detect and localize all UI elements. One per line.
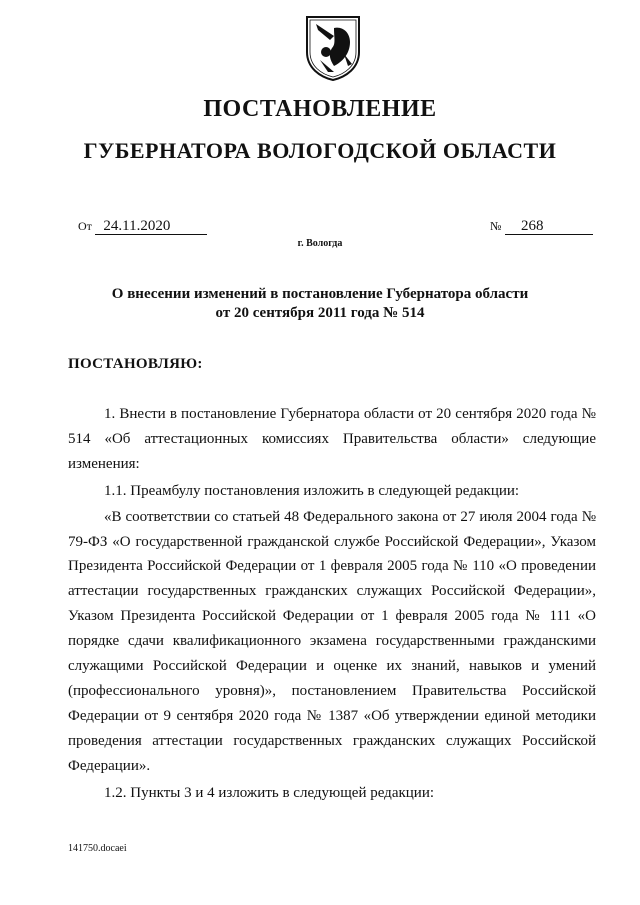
paragraph-item-1-1: 1.1. Преамбулу постановления изложить в следующей редакции:: [104, 482, 520, 499]
number-value: 268: [505, 218, 593, 235]
paragraph-preamble: «В соответствии со статьей 48 Федерального закона от 27 июля 2004 года № 79-ФЗ «О государственной гражданской службе Российской Федерации», Указом Президента Российской Федерации от 1 февраля 2005 года № 110 «О проведении аттестации государственных гражданских служащих Российской Федерации», Указом Президента Российской Федерации от 1 февраля 2005 года № 111 «О порядке сдачи квалификационного экзамена государственными гражданскими служащими Российской Федерации и оценке их знаний, навыков и умений (профессионального уровня)», постановлением Правительства Российской Федерации от 9 сентября 2020 года № 1387 «Об утверждении единой методики проведения аттестации государственных гражданских служащих Российской Федерации».: [68, 508, 596, 774]
date-value: 24.11.2020: [95, 218, 207, 235]
subject-line-1: О внесении изменений в постановление Губернатора области: [111, 286, 529, 302]
issuer-title: ГУБЕРНАТОРА ВОЛОГОДСКОЙ ОБЛАСТИ: [83, 138, 557, 163]
date-label: От: [78, 219, 92, 233]
paragraph-item-1-2: 1.2. Пункты 3 и 4 изложить в следующей редакции:: [104, 784, 435, 801]
paragraph-item-1: 1. Внести в постановление Губернатора области от 20 сентября 2020 года № 514 «Об аттестационных комиссиях Правительства области» следующие изменения:: [68, 406, 596, 472]
document-subject: [60, 285, 580, 323]
footer-doc-code: 141750.docaei: [68, 843, 127, 854]
date-row: [78, 218, 207, 235]
document-type-title: ПОСТАНОВЛЕНИЕ: [203, 96, 437, 122]
subject-line-2: от 20 сентября 2011 года № 514: [215, 305, 425, 321]
coat-of-arms-icon: [304, 14, 362, 82]
number-row: [490, 218, 593, 235]
city-label: г. Вологда: [297, 238, 343, 249]
resolve-heading: ПОСТАНОВЛЯЮ:: [68, 356, 203, 372]
number-label: №: [490, 219, 502, 233]
document-body: [68, 402, 596, 808]
